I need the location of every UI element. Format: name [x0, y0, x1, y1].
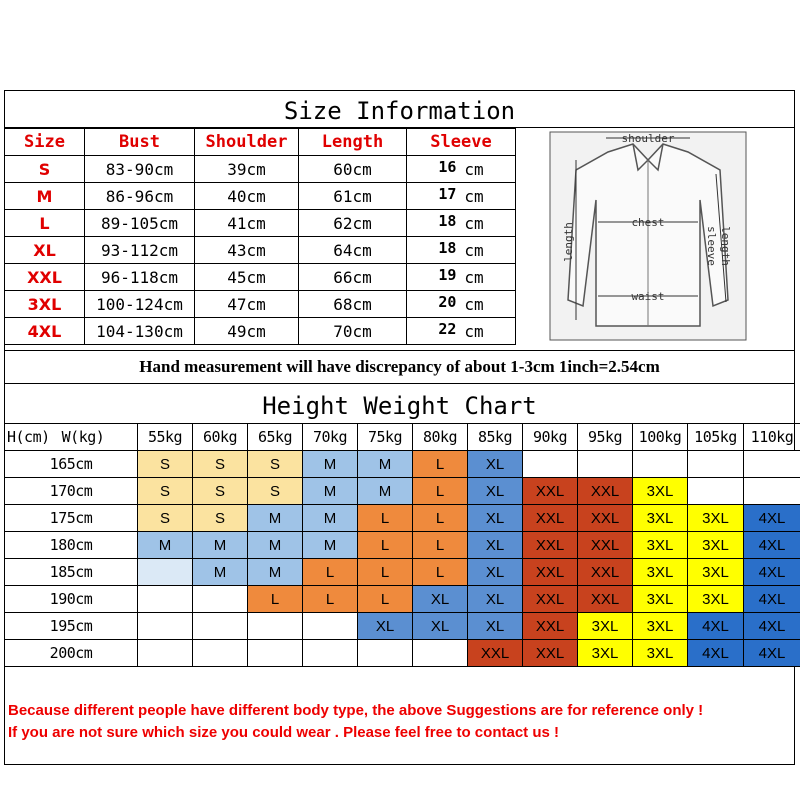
note-divider-bottom	[4, 383, 795, 384]
size-shoulder-cell: 43cm	[195, 237, 299, 264]
sleeve-value: 22	[438, 319, 457, 338]
size-table-row	[5, 291, 516, 318]
size-recommendation-cell: 4XL	[744, 532, 800, 559]
size-recommendation-cell: M	[358, 451, 413, 478]
size-bust-cell: 83-90cm	[85, 156, 195, 183]
size-bust-cell: 96-118cm	[85, 264, 195, 291]
size-size-cell: L	[5, 210, 85, 237]
size-recommendation-cell: S	[138, 478, 193, 505]
size-shoulder-cell: 49cm	[195, 318, 299, 345]
size-size-cell: XL	[5, 237, 85, 264]
size-length-cell: 60cm	[299, 156, 407, 183]
height-label: 165cm	[5, 451, 138, 478]
size-recommendation-cell: XL	[468, 559, 523, 586]
size-bust-cell: 86-96cm	[85, 183, 195, 210]
height-label: 170cm	[5, 478, 138, 505]
weight-header: 100kg	[633, 424, 688, 451]
size-recommendation-cell: M	[193, 559, 248, 586]
size-sleeve-cell	[407, 264, 516, 291]
size-recommendation-cell: XXL	[523, 586, 578, 613]
sleeve-unit: cm	[464, 267, 484, 287]
size-recommendation-cell: 3XL	[633, 559, 688, 586]
size-recommendation-cell	[688, 478, 744, 505]
size-recommendation-cell: XL	[468, 505, 523, 532]
size-recommendation-cell: XL	[468, 451, 523, 478]
sleeve-value: 18	[438, 211, 457, 230]
height-label: 190cm	[5, 586, 138, 613]
size-recommendation-cell: XXL	[523, 613, 578, 640]
size-recommendation-cell	[138, 559, 193, 586]
sleeve-unit: cm	[464, 186, 484, 206]
size-recommendation-cell	[138, 640, 193, 667]
size-shoulder-cell: 45cm	[195, 264, 299, 291]
size-recommendation-cell: M	[248, 559, 303, 586]
size-recommendation-cell: L	[303, 559, 358, 586]
size-sleeve-cell	[407, 210, 516, 237]
hw-header-row	[5, 424, 800, 451]
size-recommendation-cell	[523, 451, 578, 478]
weight-header: 75kg	[358, 424, 413, 451]
size-recommendation-cell: L	[413, 451, 468, 478]
size-recommendation-cell: L	[248, 586, 303, 613]
size-recommendation-cell: M	[303, 478, 358, 505]
waist-label: waist	[631, 290, 665, 303]
size-recommendation-cell: M	[248, 532, 303, 559]
sleeve-length-label: length	[719, 226, 732, 266]
size-table-row	[5, 210, 516, 237]
size-recommendation-cell: XXL	[523, 478, 578, 505]
size-table-header-row	[5, 129, 516, 156]
size-recommendation-cell: L	[358, 532, 413, 559]
weight-header: 55kg	[138, 424, 193, 451]
note-divider-top	[4, 350, 795, 351]
size-length-cell: 61cm	[299, 183, 407, 210]
size-sleeve-cell	[407, 318, 516, 345]
sleeve-value: 18	[438, 238, 457, 257]
size-recommendation-cell	[633, 451, 688, 478]
shirt-diagram	[548, 130, 748, 342]
size-recommendation-cell: M	[303, 505, 358, 532]
size-shoulder-cell: 47cm	[195, 291, 299, 318]
size-recommendation-cell	[303, 640, 358, 667]
size-recommendation-cell: 3XL	[688, 505, 744, 532]
size-table-row	[5, 156, 516, 183]
size-recommendation-cell: XXL	[578, 586, 633, 613]
height-axis-label: H(cm)	[7, 428, 50, 446]
size-length-cell: 62cm	[299, 210, 407, 237]
size-recommendation-cell: 4XL	[688, 613, 744, 640]
size-table-row	[5, 237, 516, 264]
size-recommendation-cell: XL	[468, 478, 523, 505]
size-info-title: Size Information	[283, 97, 516, 125]
size-recommendation-cell	[138, 613, 193, 640]
length-label: length	[562, 222, 575, 262]
size-recommendation-cell: L	[358, 559, 413, 586]
height-label: 180cm	[5, 532, 138, 559]
size-sleeve-cell	[407, 183, 516, 210]
size-recommendation-cell	[248, 613, 303, 640]
hw-chart-title: Height Weight Chart	[262, 392, 537, 420]
size-recommendation-cell: S	[193, 451, 248, 478]
size-recommendation-cell: XL	[468, 586, 523, 613]
size-recommendation-cell: XXL	[578, 478, 633, 505]
height-label: 195cm	[5, 613, 138, 640]
size-table	[4, 128, 516, 345]
hw-row	[5, 478, 800, 505]
size-recommendation-cell: L	[413, 505, 468, 532]
size-recommendation-cell: 4XL	[744, 505, 800, 532]
size-recommendation-cell: XL	[468, 532, 523, 559]
size-recommendation-cell: S	[248, 478, 303, 505]
size-recommendation-cell: M	[193, 532, 248, 559]
weight-header: 105kg	[688, 424, 744, 451]
size-recommendation-cell: L	[358, 586, 413, 613]
size-recommendation-cell	[413, 640, 468, 667]
hw-row	[5, 586, 800, 613]
size-recommendation-cell: XXL	[578, 505, 633, 532]
chest-label: chest	[631, 216, 665, 229]
sleeve-value: 20	[438, 292, 457, 311]
size-sleeve-cell	[407, 237, 516, 264]
size-shoulder-cell: 39cm	[195, 156, 299, 183]
warning-line-2: If you are not sure which size you could wear . Please feel free to contact us !	[8, 724, 559, 741]
size-recommendation-cell: XXL	[468, 640, 523, 667]
weight-header: 95kg	[578, 424, 633, 451]
height-label: 175cm	[5, 505, 138, 532]
size-table-header: Length	[299, 129, 407, 156]
size-recommendation-cell: S	[193, 505, 248, 532]
weight-header: 90kg	[523, 424, 578, 451]
size-recommendation-cell: M	[303, 532, 358, 559]
size-sleeve-cell	[407, 156, 516, 183]
size-recommendation-cell: 3XL	[688, 586, 744, 613]
size-recommendation-cell	[193, 640, 248, 667]
size-recommendation-cell: S	[138, 451, 193, 478]
sleeve-value: 16	[438, 157, 457, 176]
size-shoulder-cell: 40cm	[195, 183, 299, 210]
size-bust-cell: 104-130cm	[85, 318, 195, 345]
hw-row	[5, 559, 800, 586]
size-recommendation-cell: 3XL	[633, 532, 688, 559]
weight-header: 80kg	[413, 424, 468, 451]
sleeve-unit: cm	[464, 240, 484, 260]
weight-header: 85kg	[468, 424, 523, 451]
size-recommendation-cell: M	[303, 451, 358, 478]
size-recommendation-cell: XXL	[578, 559, 633, 586]
size-recommendation-cell: S	[248, 451, 303, 478]
size-recommendation-cell: L	[303, 586, 358, 613]
size-recommendation-cell: M	[248, 505, 303, 532]
size-size-cell: M	[5, 183, 85, 210]
size-size-cell: 3XL	[5, 291, 85, 318]
size-recommendation-cell: XXL	[523, 559, 578, 586]
size-recommendation-cell: XXL	[523, 532, 578, 559]
weight-axis-label: W(kg)	[61, 428, 105, 446]
weight-header: 70kg	[303, 424, 358, 451]
size-recommendation-cell: S	[193, 478, 248, 505]
size-recommendation-cell: XL	[413, 613, 468, 640]
size-recommendation-cell: 4XL	[688, 640, 744, 667]
size-table-row	[5, 318, 516, 345]
size-recommendation-cell: XXL	[523, 505, 578, 532]
size-recommendation-cell	[248, 640, 303, 667]
size-recommendation-cell	[688, 451, 744, 478]
sleeve-unit: cm	[464, 294, 484, 314]
height-label: 200cm	[5, 640, 138, 667]
size-shoulder-cell: 41cm	[195, 210, 299, 237]
size-recommendation-cell: 3XL	[578, 613, 633, 640]
sleeve-unit: cm	[464, 321, 484, 341]
size-table-row	[5, 264, 516, 291]
size-length-cell: 64cm	[299, 237, 407, 264]
size-table-header: Size	[5, 129, 85, 156]
size-length-cell: 70cm	[299, 318, 407, 345]
size-recommendation-cell: 3XL	[578, 640, 633, 667]
size-recommendation-cell	[358, 640, 413, 667]
size-recommendation-cell: XL	[358, 613, 413, 640]
size-recommendation-cell: M	[358, 478, 413, 505]
size-recommendation-cell	[578, 451, 633, 478]
height-label: 185cm	[5, 559, 138, 586]
size-table-header: Sleeve	[407, 129, 516, 156]
shoulder-label: shoulder	[621, 132, 675, 145]
size-recommendation-cell: 3XL	[633, 586, 688, 613]
size-bust-cell: 100-124cm	[85, 291, 195, 318]
size-table-header: Shoulder	[195, 129, 299, 156]
size-recommendation-cell: S	[138, 505, 193, 532]
size-recommendation-cell: XXL	[523, 640, 578, 667]
size-table-row	[5, 183, 516, 210]
size-recommendation-cell	[138, 586, 193, 613]
size-recommendation-cell: 3XL	[633, 613, 688, 640]
size-recommendation-cell: L	[358, 505, 413, 532]
size-recommendation-cell	[193, 586, 248, 613]
weight-header: 110kg	[744, 424, 800, 451]
size-size-cell: 4XL	[5, 318, 85, 345]
size-recommendation-cell	[303, 613, 358, 640]
size-recommendation-cell: L	[413, 532, 468, 559]
size-recommendation-cell: 4XL	[744, 613, 800, 640]
size-length-cell: 68cm	[299, 291, 407, 318]
size-recommendation-cell: 3XL	[633, 640, 688, 667]
hw-row	[5, 505, 800, 532]
measurement-note: Hand measurement will have discrepancy of about 1-3cm 1inch=2.54cm	[139, 357, 660, 376]
hw-row	[5, 613, 800, 640]
size-recommendation-cell: XL	[413, 586, 468, 613]
sleeve-value: 19	[438, 265, 457, 284]
size-recommendation-cell: 4XL	[744, 586, 800, 613]
size-table-header: Bust	[85, 129, 195, 156]
size-sleeve-cell	[407, 291, 516, 318]
size-recommendation-cell	[744, 451, 800, 478]
size-recommendation-cell: 3XL	[633, 478, 688, 505]
sleeve-label: sleeve	[705, 226, 718, 266]
height-weight-table	[4, 423, 800, 667]
size-recommendation-cell: 3XL	[633, 505, 688, 532]
size-recommendation-cell: XL	[468, 613, 523, 640]
size-recommendation-cell	[193, 613, 248, 640]
size-bust-cell: 93-112cm	[85, 237, 195, 264]
size-recommendation-cell: L	[413, 478, 468, 505]
size-recommendation-cell: 3XL	[688, 532, 744, 559]
sleeve-value: 17	[438, 184, 457, 203]
hw-corner-cell	[5, 424, 138, 451]
sleeve-unit: cm	[464, 213, 484, 233]
size-recommendation-cell: 4XL	[744, 640, 800, 667]
size-size-cell: S	[5, 156, 85, 183]
size-recommendation-cell: 4XL	[744, 559, 800, 586]
size-recommendation-cell	[744, 478, 800, 505]
size-bust-cell: 89-105cm	[85, 210, 195, 237]
size-recommendation-cell: L	[413, 559, 468, 586]
size-recommendation-cell: M	[138, 532, 193, 559]
weight-header: 65kg	[248, 424, 303, 451]
hw-row	[5, 640, 800, 667]
size-recommendation-cell: 3XL	[688, 559, 744, 586]
size-length-cell: 66cm	[299, 264, 407, 291]
hw-row	[5, 532, 800, 559]
sleeve-unit: cm	[464, 159, 484, 179]
warning-line-1: Because different people have different body type, the above Suggestions are for reference only !	[8, 702, 704, 719]
size-size-cell: XXL	[5, 264, 85, 291]
hw-row	[5, 451, 800, 478]
size-recommendation-cell: XXL	[578, 532, 633, 559]
weight-header: 60kg	[193, 424, 248, 451]
